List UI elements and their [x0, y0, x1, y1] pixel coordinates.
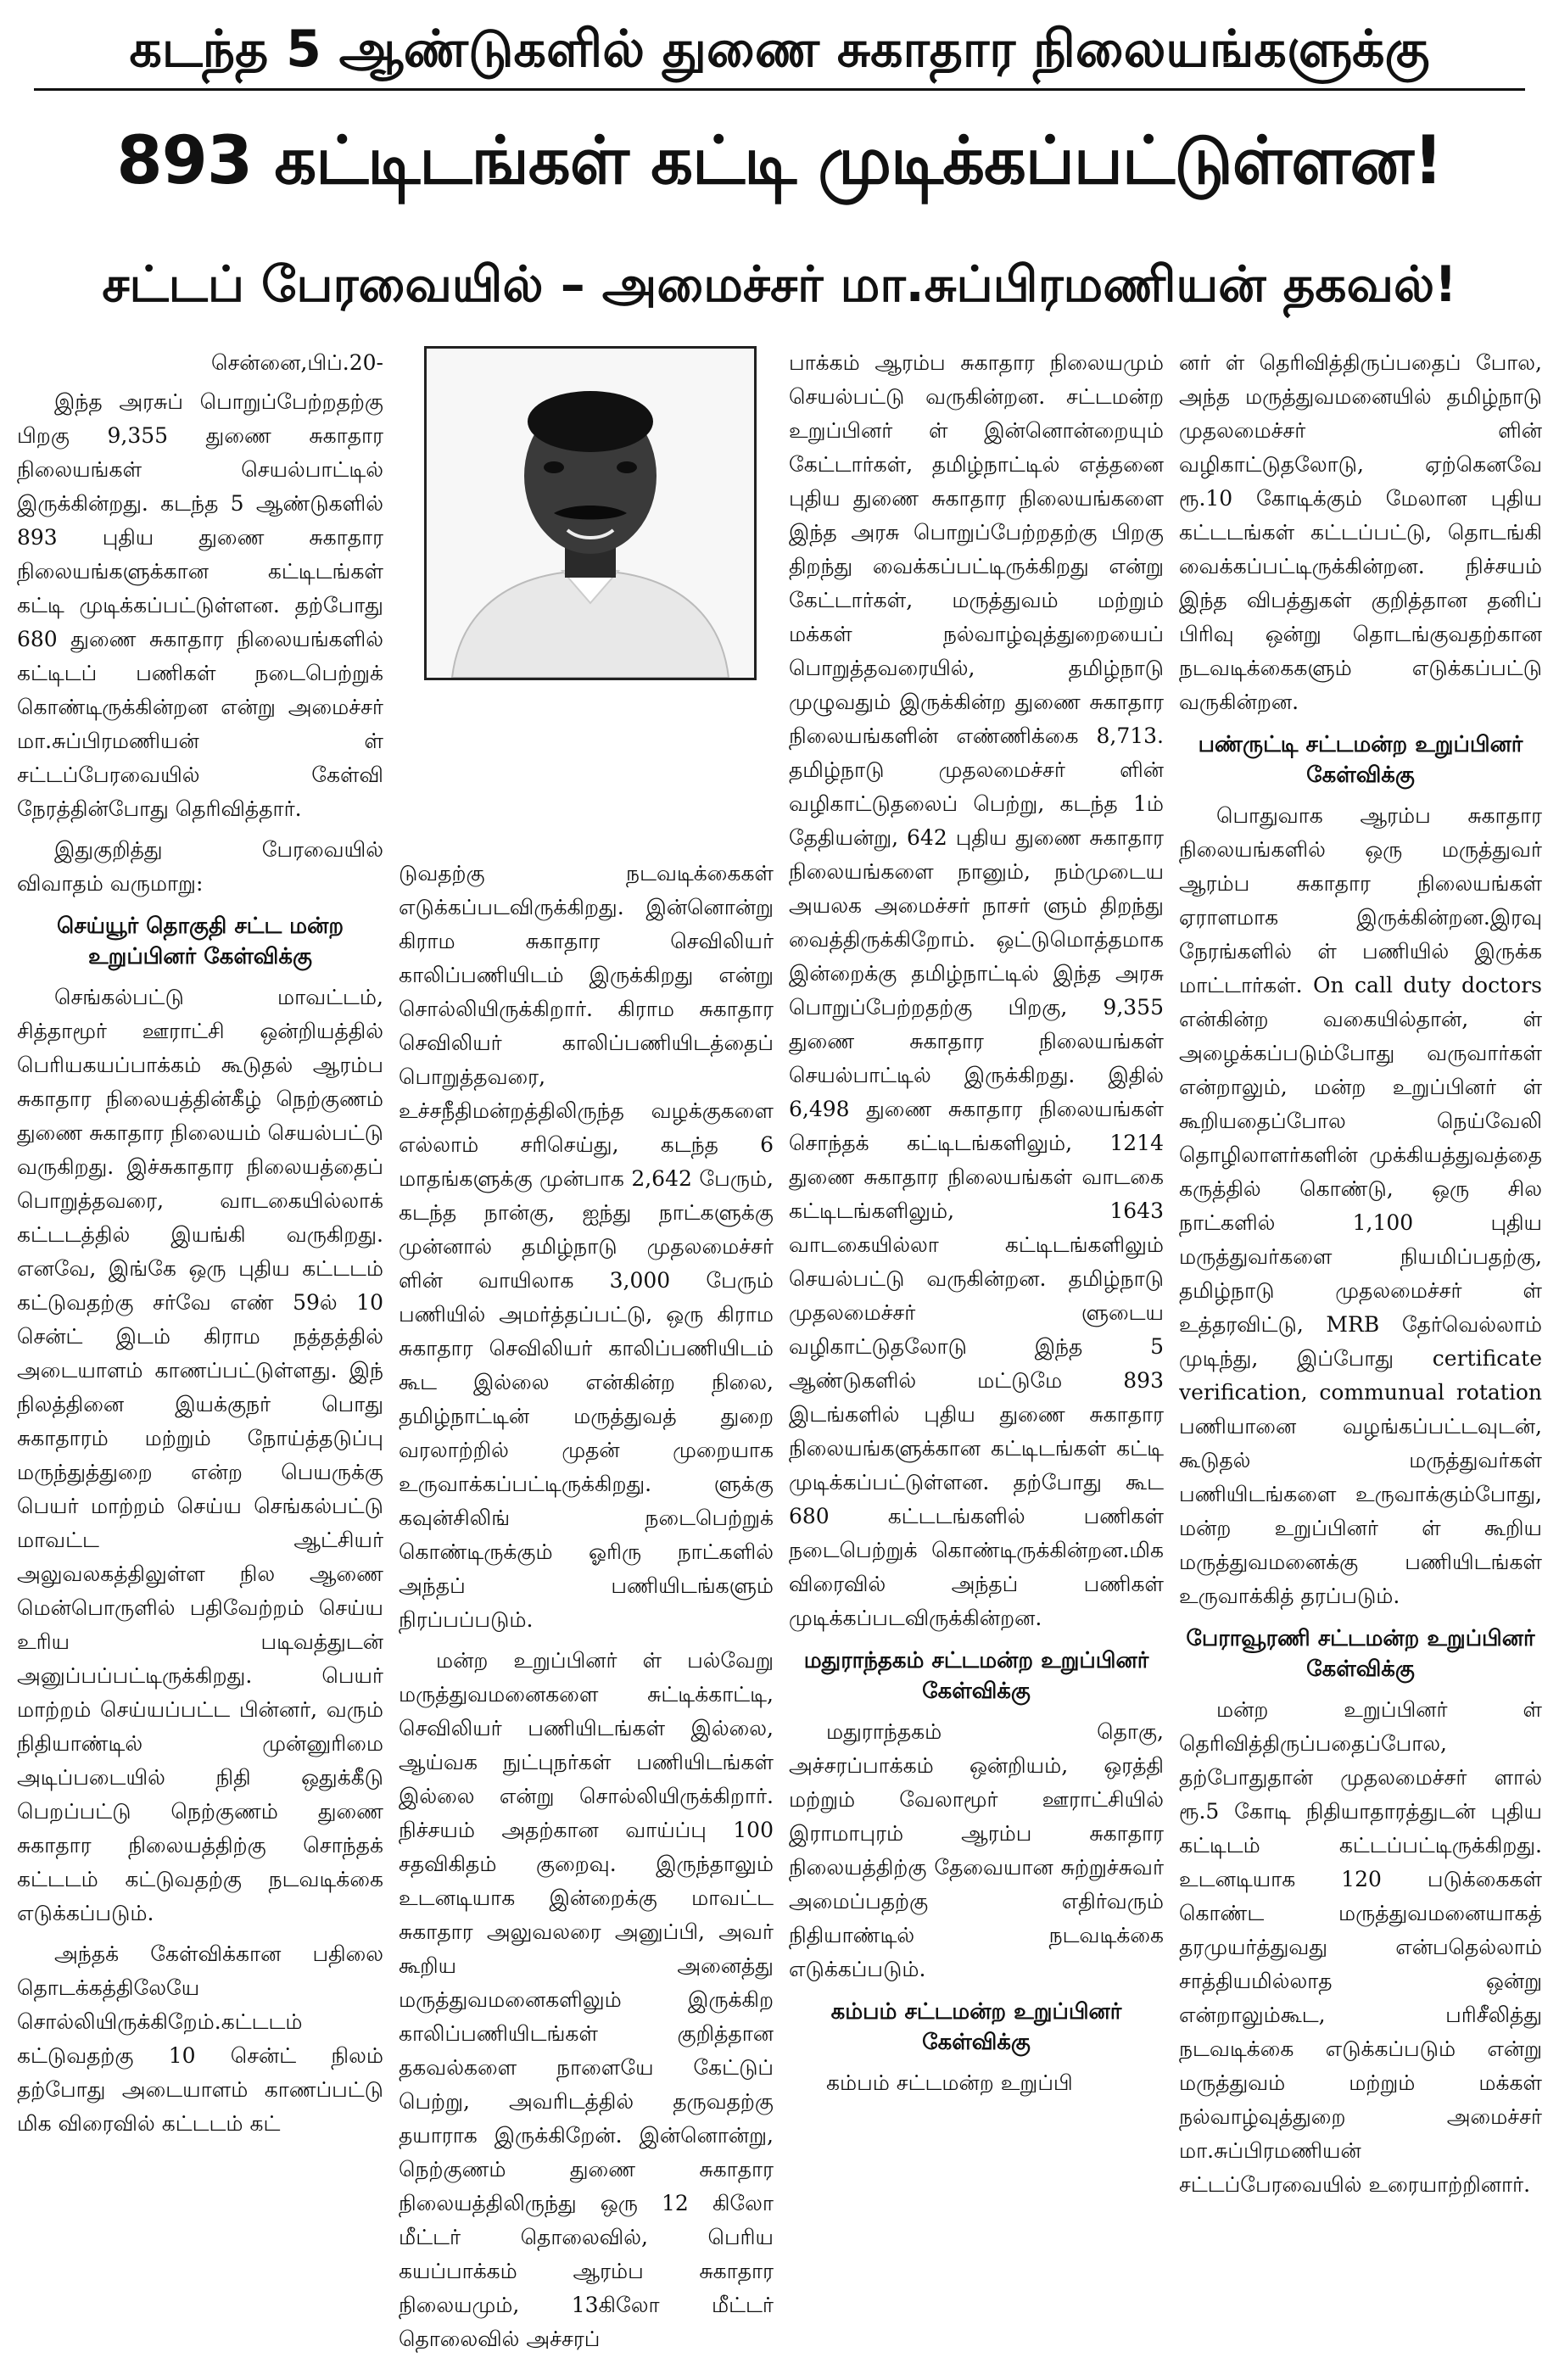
- paragraph: கம்பம் சட்டமன்ற உறுப்பி: [826, 2070, 1073, 2095]
- subheading: கம்பம் சட்டமன்ற உறுப்பினர் கேள்விக்கு: [830, 1999, 1122, 2055]
- headline-main: 893 கட்டிடங்கள் கட்டி முடிக்கப்பட்டுள்ளன!: [116, 123, 1443, 199]
- paragraph: பொதுவாக ஆரம்ப சுகாதார நிலையங்களில் ஒரு மருத்துவர் ஆரம்ப சுகாதார நிலையங்கள் ஏராளமாக இருக்கின்றன.இரவு நேரங்களில் ள் பணியில் இருக்க மாட்டார்கள். On call duty doctors என்கின்ற வகையில்தான், ள் அழைக்கப்படும்போது வருவார்கள் என்றாலும், மன்ற உறுப்பினர் ள் கூறியதைப்போல நெய்வேலி தொழிலாளர்களின் முக்கியத்துவத்தை கருத்தில் கொண்டு, ஒரு சில நாட்களில் 1,100 புதிய மருத்துவர்களை நியமிப்பதற்கு, தமிழ்நாடு முதலமைச்சர் ள் உத்தரவிட்டு, MRB தேர்வெல்லாம் முடிந்து, இப்போது certificate verification, communual rotation பணியானை வழங்கப்பட்டவுடன், கூடுதல் மருத்துவர்கள் பணியிடங்களை உருவாக்கும்போது, மன்ற உறுப்பினர் ள் கூறிய மருத்துவமனைக்கு பணியிடங்கள் உருவாக்கித் தரப்படும்.: [1179, 803, 1542, 1608]
- paragraph: மன்ற உறுப்பினர் ள் பல்வேறு மருத்துவமனைகளை சுட்டிக்காட்டி, செவிலியர் பணியிடங்கள் இல்லை, ஆய்வக நுட்புநர்கள் பணியிடங்கள் இல்லை என்று சொல்லியிருக்கிறார். நிச்சயம் அதற்கான வாய்ப்பு 100 சதவிகிதம் குறைவு. இருந்தாலும் உடனடியாக இன்றைக்கு மாவட்ட சுகாதார அலுவலரை அனுப்பி, அவர் கூறிய அனைத்து மருத்துவமனைகளிலும் இருக்கிற காலிப்பணியிடங்கள் குறித்தான தகவல்களை நாளையே கேட்டுப் பெற்று, அவரிடத்தில் தருவதற்கு தயாராக இருக்கிறேன். இன்னொன்று, நெற்குணம் துணை சுகாதார நிலையத்திலிருந்து ஒரு 12 கிலோ மீட்டர் தொலைவில், பெரிய கயப்பாக்கம் ஆரம்ப சுகாதார நிலையமும், 13கிலோ மீட்டர் தொலைவில் அச்சரப்: [399, 1648, 774, 2351]
- article-column-4: [1179, 346, 1542, 2361]
- subheading: செய்யூர் தொகுதி சட்ட மன்ற உறுப்பினர் கேள்விக்கு: [56, 913, 344, 969]
- subheading: மதுராந்தகம் சட்டமன்ற உறுப்பினர் கேள்விக்கு: [803, 1648, 1149, 1704]
- subheading: பேராவூரணி சட்டமன்ற உறுப்பினர் கேள்விக்கு: [1186, 1626, 1535, 1682]
- headline-rule: [34, 88, 1525, 91]
- headline-sub: சட்டப் பேரவையில் – அமைச்சர் மா.சுப்பிரமணியன் தகவல்!: [102, 255, 1457, 313]
- subheading: பண்ருட்டி சட்டமன்ற உறுப்பினர் கேள்விக்கு: [1198, 732, 1523, 788]
- paragraph: செங்கல்பட்டு மாவட்டம், சித்தாமூர் ஊராட்சி ஒன்றியத்தில் பெரியகயப்பாக்கம் கூடுதல் ஆரம்ப சுகாதார நிலையத்தின்கீழ் நெற்குணம் துணை சுகாதார நிலையம் செயல்பட்டு வருகிறது. இச்சுகாதார நிலையத்தைப் பொறுத்தவரை, வாடகையில்லாக் கட்டடத்தில் இயங்கி வருகிறது. எனவே, இங்கே ஒரு புதிய கட்டடம் கட்டுவதற்கு சர்வே எண் 59ல் 10 சென்ட் இடம் கிராம நத்தத்தில் அடையாளம் காணப்பட்டுள்ளது. இந் நிலத்தினை இயக்குநர் பொது சுகாதாரம் மற்றும் நோய்த்தடுப்பு மருந்துத்துறை என்ற பெயருக்கு பெயர் மாற்றம் செய்ய செங்கல்பட்டு மாவட்ட ஆட்சியர் அலுவலகத்திலுள்ள நில ஆணை மென்பொருளில் பதிவேற்றம் செய்ய உரிய படிவத்துடன் அனுப்பப்பட்டிருக்கிறது. பெயர் மாற்றம் செய்யப்பட்ட பின்னர், வரும் நிதியாண்டில் முன்னுரிமை அடிப்படையில் நிதி ஒதுக்கீடு பெறப்பட்டு நெற்குணம் துணை சுகாதார நிலையத்திற்கு சொந்தக் கட்டடம் கட்டுவதற்கு நடவடிக்கை எடுக்கப்படும்.: [17, 985, 383, 1925]
- person-portrait-icon: [427, 349, 754, 678]
- article-column-2: [399, 857, 774, 2361]
- dateline: சென்னை,பிப்.20-: [210, 350, 383, 375]
- headline-kicker: கடந்த 5 ஆண்டுகளில் துணை சுகாதார நிலையங்களுக்கு: [129, 20, 1430, 79]
- paragraph: பாக்கம் ஆரம்ப சுகாதார நிலையமும் செயல்பட்டு வருகின்றன. சட்டமன்ற உறுப்பினர் ள் இன்னொன்றையும் கேட்டார்கள், தமிழ்நாட்டில் எத்தனை புதிய துணை சுகாதார நிலையங்களை இந்த அரசு பொறுப்பேற்றதற்கு பிறகு திறந்து வைக்கப்பட்டிருக்கிறது என்று கேட்டார்கள், மருத்துவம் மற்றும் மக்கள் நல்வாழ்வுத்துறையைப் பொறுத்தவரையில், தமிழ்நாடு முழுவதும் இருக்கின்ற துணை சுகாதார நிலையங்களின் எண்ணிக்கை 8,713. தமிழ்நாடு முதலமைச்சர் ளின் வழிகாட்டுதலைப் பெற்று, கடந்த 1ம் தேதியன்று, 642 புதிய துணை சுகாதார நிலையங்களை நானும், நம்முடைய அயலக அமைச்சர் நாசர் ளும் திறந்து வைத்திருக்கிறோம். ஒட்டுமொத்தமாக இன்றைக்கு தமிழ்நாட்டில் இந்த அரசு பொறுப்பேற்றதற்கு பிறகு, 9,355 துணை சுகாதார நிலையங்கள் செயல்பாட்டில் இருக்கிறது. இதில் 6,498 துணை சுகாதார நிலையங்கள் சொந்தக் கட்டிடங்களிலும், 1214 துணை சுகாதார நிலையங்கள் வாடகை கட்டிடங்களிலும், 1643 வாடகையில்லா கட்டிடங்களிலும் செயல்பட்டு வருகின்றன. தமிழ்நாடு முதலமைச்சர் ளுடைய வழிகாட்டுதலோடு இந்த 5 ஆண்டுகளில் மட்டுமே 893 இடங்களில் புதிய துணை சுகாதார நிலையங்களுக்கான கட்டிடங்கள் கட்டி முடிக்கப்பட்டுள்ளன. தற்போது கூட 680 கட்டடங்களில் பணிகள் நடைபெற்றுக் கொண்டிருக்கின்றன.மிக விரைவில் அந்தப் பணிகள் முடிக்கப்படவிருக்கின்றன.: [789, 350, 1164, 1630]
- article-column-1: [17, 346, 383, 2361]
- minister-photo: [424, 346, 757, 680]
- paragraph: டுவதற்கு நடவடிக்கைகள் எடுக்கப்படவிருக்கிறது. இன்னொன்று கிராம சுகாதார செவிலியர் காலிப்பணியிடம் இருக்கிறது என்று சொல்லியிருக்கிறார். கிராம சுகாதார செவிலியர் காலிப்பணியிடத்தைப் பொறுத்தவரை, உச்சநீதிமன்றத்திலிருந்த வழக்குகளை எல்லாம் சரிசெய்து, கடந்த 6 மாதங்களுக்கு முன்பாக 2,642 பேரும், கடந்த நான்கு, ஐந்து நாட்களுக்கு முன்னால் தமிழ்நாடு முதலமைச்சர் ளின் வாயிலாக 3,000 பேரும் பணியில் அமர்த்தப்பட்டு, ஒரு கிராம சுகாதார செவிலியர் காலிப்பணியிடம் கூட இல்லை என்கின்ற நிலை, தமிழ்நாட்டின் மருத்துவத் துறை வரலாற்றில் முதன் முறையாக உருவாக்கப்பட்டிருக்கிறது. ளுக்கு கவுன்சிலிங் நடைபெற்றுக் கொண்டிருக்கும் ஓரிரு நாட்களில் அந்தப் பணியிடங்களும் நிரப்பப்படும்.: [399, 861, 774, 1632]
- article-column-3: [789, 346, 1164, 2361]
- paragraph: னர் ள் தெரிவித்திருப்பதைப் போல, அந்த மருத்துவமனையில் தமிழ்நாடு முதலமைச்சர் ளின் வழிகாட்டுதலோடு, ஏற்கெனவே ரூ.10 கோடிக்கும் மேலான புதிய கட்டடங்கள் கட்டப்பட்டு, தொடங்கி வைக்கப்பட்டிருக்கின்றன. நிச்சயம் இந்த விபத்துகள் குறித்தான தனிப் பிரிவு ஒன்று தொடங்குவதற்கான நடவடிக்கைகளும் எடுக்கப்பட்டு வருகின்றன.: [1179, 350, 1542, 714]
- paragraph: இதுகுறித்து பேரவையில் விவாதம் வருமாறு:: [17, 837, 383, 896]
- paragraph: மதுராந்தகம் தொகு, அச்சரப்பாக்கம் ஒன்றியம், ஒரத்தி மற்றும் வேலாமூர் ஊராட்சியில் இராமாபுரம் ஆரம்ப சுகாதார நிலையத்திற்கு தேவையான சுற்றுச்சுவர் அமைப்பதற்கு எதிர்வரும் நிதியாண்டில் நடவடிக்கை எடுக்கப்படும்.: [789, 1719, 1164, 1981]
- paragraph: இந்த அரசுப் பொறுப்பேற்றதற்கு பிறகு 9,355 துணை சுகாதார நிலையங்கள் செயல்பாட்டில் இருக்கின்றது. கடந்த 5 ஆண்டுகளில் 893 புதிய துணை சுகாதார நிலையங்களுக்கான கட்டிடங்கள் கட்டி முடிக்கப்பட்டுள்ளன. தற்போது 680 துணை சுகாதார நிலையங்களில் கட்டிடப் பணிகள் நடைபெற்றுக் கொண்டிருக்கின்றன என்று அமைச்சர் மா.சுப்பிரமணியன் ள் சட்டப்பேரவையில் கேள்வி நேரத்தின்போது தெரிவித்தார்.: [17, 389, 383, 821]
- paragraph: மன்ற உறுப்பினர் ள் தெரிவித்திருப்பதைப்போல, தற்போதுதான் முதலமைச்சர் ளால் ரூ.5 கோடி நிதியாதாரத்துடன் புதிய கட்டிடம் கட்டப்பட்டிருக்கிறது. உடனடியாக 120 படுக்கைகள் கொண்ட மருத்துவமனையாகத் தரமுயர்த்துவது என்பதெல்லாம் சாத்தியமில்லாத ஒன்று என்றாலும்கூட, பரிசீலித்து நடவடிக்கை எடுக்கப்படும் என்று மருத்துவம் மற்றும் மக்கள் நல்வாழ்வுத்துறை அமைச்சர் மா.சுப்பிரமணியன் சட்டப்பேரவையில் உரையாற்றினார்.: [1179, 1697, 1542, 2197]
- paragraph: அந்தக் கேள்விக்கான பதிலை தொடக்கத்திலேயே சொல்லியிருக்கிறேம்.கட்டடம் கட்டுவதற்கு 10 சென்ட் நிலம் தற்போது அடையாளம் காணப்பட்டு மிக விரைவில் கட்டடம் கட்: [17, 1941, 383, 2136]
